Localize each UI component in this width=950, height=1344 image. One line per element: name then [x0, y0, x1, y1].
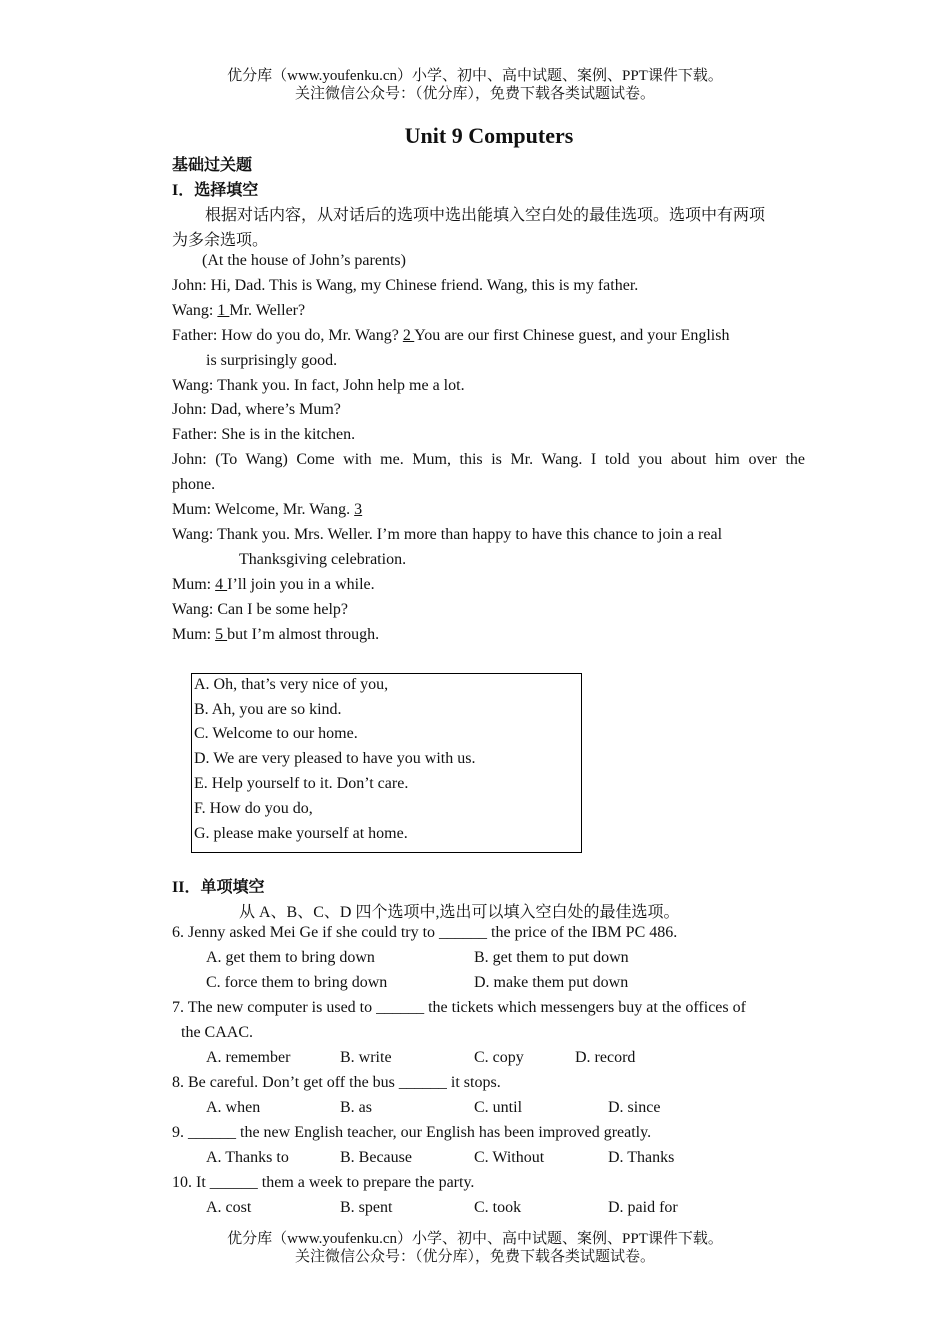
dialogue-line: Wang: Can I be some help? [172, 601, 348, 618]
q10-option-d: D. paid for [608, 1199, 678, 1216]
choice-option: G. please make yourself at home. [194, 825, 408, 842]
dialogue-line: Mum: 5 but I’m almost through. [172, 626, 380, 643]
q7-option-a: A. remember [206, 1049, 291, 1066]
blank-1: 1 [217, 302, 230, 319]
q9-option-b: B. Because [340, 1149, 412, 1166]
dialogue-line-continued: Thanksgiving celebration. [239, 551, 407, 568]
page-header-line1: 优分库（www.youfenku.cn）小学、初中、高中试题、案例、PPT课件下载。 [227, 68, 723, 84]
choice-option: A. Oh, that’s very nice of you, [194, 676, 389, 693]
q6-option-d: D. make them put down [474, 974, 629, 991]
question-8: 8. Be careful. Don’t get off the bus ______ it stops. [172, 1074, 501, 1091]
part1-instruction-line2: 为多余选项。 [172, 232, 269, 249]
dialogue-line: Mum: 4 I’ll join you in a while. [172, 576, 375, 593]
blank-3: 3 [354, 501, 363, 518]
blank-4: 4 [215, 576, 228, 593]
dialogue-line: Mum: Welcome, Mr. Wang. 3 [172, 501, 363, 518]
q10-option-c: C. took [474, 1199, 522, 1216]
page-footer-line2: 关注微信公众号：（优分库），免费下载各类试题试卷。 [294, 1249, 655, 1265]
q10-option-b: B. spent [340, 1199, 393, 1216]
page-title: Unit 9 Computers [404, 123, 574, 148]
choices-box [191, 673, 582, 853]
q8-option-b: B. as [340, 1099, 372, 1116]
q6-option-a: A. get them to bring down [206, 949, 375, 966]
dialogue-line: John: Hi, Dad. This is Wang, my Chinese friend. Wang, this is my father. [172, 277, 639, 294]
blank-5: 5 [215, 626, 228, 643]
dialogue-line: John: (To Wang) Come with me. Mum, this is Mr. Wang. I told you about him over the [172, 451, 805, 468]
dialogue-setting: (At the house of John’s parents) [202, 252, 406, 269]
q7-option-b: B. write [340, 1049, 392, 1066]
q6-option-b: B. get them to put down [474, 949, 629, 966]
question-9: 9. ______ the new English teacher, our English has been improved greatly. [172, 1124, 652, 1141]
question-6: 6. Jenny asked Mei Ge if she could try to ______ the price of the IBM PC 486. [172, 924, 678, 941]
dialogue-line-continued: is surprisingly good. [206, 352, 338, 369]
dialogue-line: Wang: Thank you. In fact, John help me a lot. [172, 377, 465, 394]
choice-option: D. We are very pleased to have you with us. [194, 750, 476, 767]
part1-instruction-line1: 根据对话内容，从对话后的选项中选出能填入空白处的最佳选项。选项中有两项 [205, 207, 766, 224]
q9-option-d: D. Thanks [608, 1149, 675, 1166]
q7-option-d: D. record [575, 1049, 636, 1066]
q8-option-a: A. when [206, 1099, 261, 1116]
choice-option: B. Ah, you are so kind. [194, 701, 342, 718]
q9-option-a: A. Thanks to [206, 1149, 289, 1166]
dialogue-line: Wang: 1 Mr. Weller? [172, 302, 306, 319]
q10-option-a: A. cost [206, 1199, 252, 1216]
dialogue-line: Father: How do you do, Mr. Wang? 2 You are our first Chinese guest, and your English [172, 327, 730, 344]
q7-option-c: C. copy [474, 1049, 524, 1066]
page-header-line2: 关注微信公众号：（优分库），免费下载各类试题试卷。 [294, 86, 655, 102]
q6-option-c: C. force them to bring down [206, 974, 388, 991]
question-7: 7. The new computer is used to ______ the tickets which messengers buy at the offices of [172, 999, 746, 1016]
dialogue-line: Father: She is in the kitchen. [172, 426, 356, 443]
question-7-continued: the CAAC. [181, 1024, 253, 1041]
choice-option: C. Welcome to our home. [194, 725, 358, 742]
section-basic-heading: 基础过关题 [172, 157, 253, 174]
dialogue-line-continued: phone. [172, 476, 216, 493]
question-10: 10. It ______ them a week to prepare the party. [172, 1174, 475, 1191]
part2-heading: II．单项填空 [172, 879, 265, 896]
dialogue-line: John: Dad, where’s Mum? [172, 401, 341, 418]
choice-option: F. How do you do, [194, 800, 313, 817]
q8-option-c: C. until [474, 1099, 523, 1116]
q9-option-c: C. Without [474, 1149, 545, 1166]
choice-option: E. Help yourself to it. Don’t care. [194, 775, 409, 792]
page-footer-line1: 优分库（www.youfenku.cn）小学、初中、高中试题、案例、PPT课件下载。 [227, 1231, 723, 1247]
part2-instruction: 从 A、B、C、D 四个选项中,选出可以填入空白处的最佳选项。 [239, 904, 680, 921]
dialogue-line: Wang: Thank you. Mrs. Weller. I’m more than happy to have this chance to join a real [172, 526, 723, 543]
blank-2: 2 [402, 327, 415, 344]
q8-option-d: D. since [608, 1099, 661, 1116]
part1-heading: I．选择填空 [172, 182, 259, 199]
